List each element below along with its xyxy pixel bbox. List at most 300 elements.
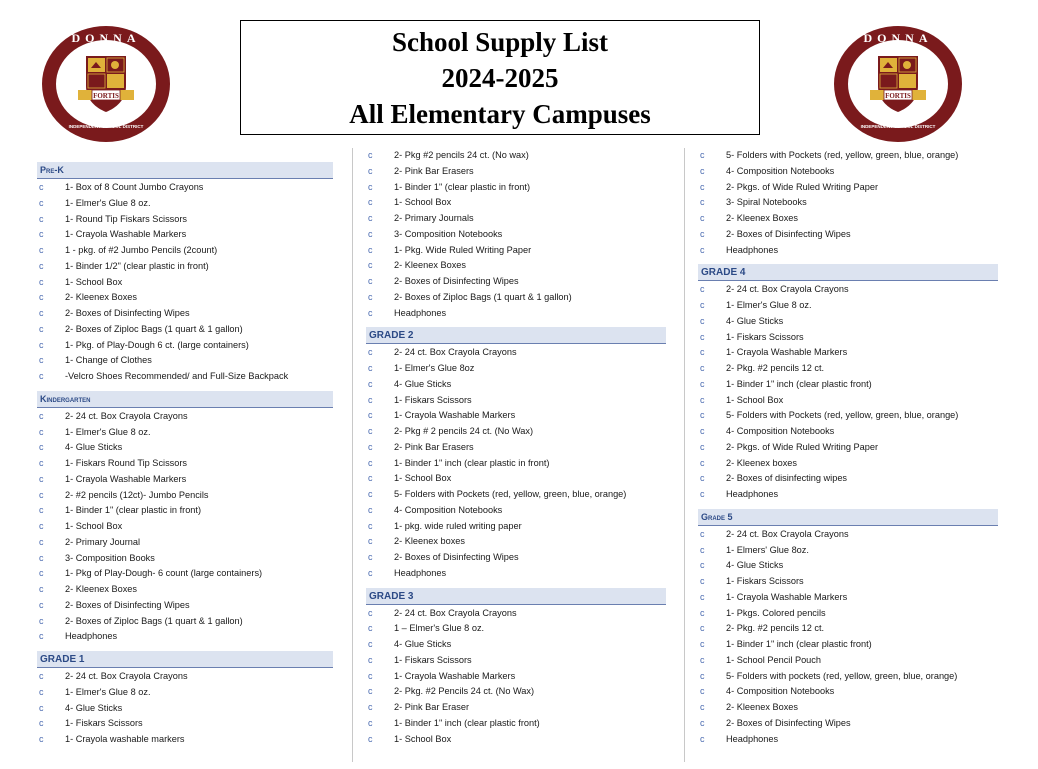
supply-item-text: Headphones bbox=[65, 631, 118, 642]
supply-item bbox=[366, 243, 666, 259]
bullet-icon: c bbox=[700, 489, 705, 499]
supply-item-text: 2- Pink Bar Eraser bbox=[394, 702, 470, 712]
donna-isd-logo-right bbox=[832, 24, 964, 144]
bullet-icon: c bbox=[700, 591, 705, 602]
supply-item bbox=[37, 732, 333, 748]
supply-item bbox=[698, 543, 998, 559]
supply-item-text: 2- Boxes of disinfecting wipes bbox=[726, 473, 848, 484]
supply-item-text: 5- Folders with Pockets (red, yellow, green, blue, orange) bbox=[394, 489, 627, 499]
supply-item bbox=[698, 393, 998, 409]
bullet-icon: c bbox=[368, 441, 373, 452]
bullet-icon: c bbox=[700, 717, 705, 728]
supply-item-text: 2- Pkg. #2 Pencils 24 ct. (No Wax) bbox=[394, 686, 535, 697]
supply-item-text: 1- Binder 1" inch (clear plastic front) bbox=[726, 639, 872, 649]
bullet-icon: c bbox=[39, 197, 44, 208]
supply-item-text: 1- Change of Clothes bbox=[65, 355, 152, 366]
supply-item bbox=[698, 243, 998, 259]
bullet-icon: c bbox=[700, 410, 705, 421]
supply-item-text: 2- 24 ct. Box Crayola Crayons bbox=[65, 671, 188, 681]
section-heading: GRADE 3 bbox=[366, 588, 666, 605]
supply-item bbox=[698, 330, 998, 346]
grade-section bbox=[366, 148, 666, 321]
supply-item bbox=[698, 590, 998, 606]
bullet-icon: c bbox=[700, 473, 705, 484]
supply-item-text: 3- Composition Books bbox=[65, 552, 155, 563]
grade-section bbox=[37, 391, 333, 645]
supply-list bbox=[37, 669, 333, 748]
supply-item-text: 1- Binder 1" (clear plastic in front) bbox=[394, 181, 531, 192]
supply-item-text: 2- Kleenex Boxes bbox=[65, 584, 138, 594]
bullet-icon: c bbox=[700, 363, 705, 373]
bullet-icon: c bbox=[700, 284, 705, 295]
supply-item-text: 1- School Box bbox=[65, 521, 123, 531]
bullet-icon: c bbox=[39, 323, 44, 334]
bullet-icon: c bbox=[368, 504, 373, 515]
supply-item bbox=[37, 685, 333, 701]
supply-item-text: 1- School Box bbox=[394, 733, 452, 744]
bullet-icon: c bbox=[700, 244, 705, 255]
supply-item-text: 2- Pkg #2 pencils 24 ct. (No wax) bbox=[394, 150, 529, 160]
supply-item bbox=[37, 212, 333, 228]
bullet-icon: c bbox=[700, 213, 705, 223]
bullet-icon: c bbox=[368, 244, 373, 255]
bullet-icon: c bbox=[368, 213, 373, 223]
supply-item-text: 1- School Box bbox=[65, 276, 123, 287]
bullet-icon: c bbox=[368, 670, 373, 681]
supply-item bbox=[366, 606, 666, 622]
bullet-icon: c bbox=[700, 639, 705, 649]
bullet-icon: c bbox=[368, 378, 373, 389]
section-heading: GRADE 1 bbox=[37, 651, 333, 668]
supply-item bbox=[366, 393, 666, 409]
supply-item bbox=[698, 408, 998, 424]
bullet-icon: c bbox=[39, 568, 44, 579]
section-heading: Kindergarten bbox=[37, 391, 333, 408]
supply-item-text: 1- Fiskars Scissors bbox=[394, 654, 472, 665]
supply-item-text: 2- Pkg. #2 pencils 12 ct. bbox=[726, 623, 825, 634]
supply-item bbox=[37, 582, 333, 598]
supply-item bbox=[698, 298, 998, 314]
title-line-2: 2024-2025 bbox=[441, 62, 559, 93]
bullet-icon: c bbox=[368, 426, 373, 436]
logo-top-text: DONNA bbox=[71, 31, 141, 45]
bullet-icon: c bbox=[700, 702, 705, 712]
supply-item bbox=[698, 471, 998, 487]
supply-item bbox=[37, 701, 333, 717]
supply-item bbox=[366, 732, 666, 748]
supply-item bbox=[37, 338, 333, 354]
supply-item bbox=[366, 180, 666, 196]
supply-item bbox=[37, 275, 333, 291]
supply-item bbox=[698, 314, 998, 330]
supply-item-text: 1- pkg. wide ruled writing paper bbox=[394, 520, 522, 531]
bullet-icon: c bbox=[39, 718, 44, 729]
supply-item bbox=[698, 164, 998, 180]
supply-item-text: 4- Glue Sticks bbox=[726, 315, 784, 326]
title-line-3: All Elementary Campuses bbox=[349, 98, 651, 129]
bullet-icon: c bbox=[39, 410, 44, 421]
supply-item bbox=[698, 527, 998, 543]
bullet-icon: c bbox=[368, 394, 373, 405]
supply-item bbox=[37, 566, 333, 582]
bullet-icon: c bbox=[39, 686, 44, 697]
supply-item bbox=[366, 290, 666, 306]
supply-item bbox=[37, 306, 333, 322]
supply-list bbox=[366, 345, 666, 581]
section-heading: GRADE 4 bbox=[698, 264, 998, 281]
bullet-icon: c bbox=[368, 363, 373, 373]
supply-item-text: 4- Glue Sticks bbox=[65, 442, 123, 453]
supply-item bbox=[366, 471, 666, 487]
logo-motto: FORTIS bbox=[93, 92, 119, 100]
grade-section bbox=[37, 162, 333, 385]
supply-item bbox=[366, 669, 666, 685]
bullet-icon: c bbox=[368, 410, 373, 421]
supply-item-text: 2- Boxes of Disinfecting Wipes bbox=[726, 228, 851, 239]
bullet-icon: c bbox=[39, 339, 44, 350]
bullet-icon: c bbox=[368, 228, 373, 239]
supply-item bbox=[37, 456, 333, 472]
bullet-icon: c bbox=[700, 165, 705, 176]
supply-item-text: Headphones bbox=[726, 489, 779, 499]
bullet-icon: c bbox=[700, 670, 705, 681]
supply-item bbox=[698, 227, 998, 243]
supply-item-text: Headphones bbox=[394, 567, 447, 578]
supply-item bbox=[698, 700, 998, 716]
bullet-icon: c bbox=[700, 315, 705, 326]
bullet-icon: c bbox=[39, 599, 44, 610]
bullet-icon: c bbox=[39, 631, 44, 642]
supply-item bbox=[37, 598, 333, 614]
supply-item-text: 2- 24 ct. Box Crayola Crayons bbox=[394, 347, 517, 358]
bullet-icon: c bbox=[39, 552, 44, 563]
supply-item bbox=[698, 669, 998, 685]
supply-item bbox=[698, 574, 998, 590]
supply-item bbox=[698, 345, 998, 361]
supply-item bbox=[37, 669, 333, 685]
supply-item-text: 1- School Box bbox=[726, 394, 784, 405]
supply-item bbox=[366, 566, 666, 582]
supply-item-text: 1- Box of 8 Count Jumbo Crayons bbox=[65, 182, 204, 192]
supply-item-text: 1- Elmers' Glue 8oz. bbox=[726, 544, 809, 555]
bullet-icon: c bbox=[700, 733, 705, 744]
supply-item bbox=[366, 653, 666, 669]
bullet-icon: c bbox=[368, 347, 373, 358]
bullet-icon: c bbox=[39, 308, 44, 318]
supply-item bbox=[37, 488, 333, 504]
supply-item-text: 2- #2 pencils (12ct)- Jumbo Pencils bbox=[65, 489, 209, 500]
supply-item bbox=[366, 503, 666, 519]
column-divider bbox=[352, 148, 353, 762]
bullet-icon: c bbox=[700, 560, 705, 571]
supply-item-text: 1- School Pencil Pouch bbox=[726, 654, 821, 665]
supply-item-text: 1- Crayola washable markers bbox=[65, 734, 185, 744]
bullet-icon: c bbox=[39, 442, 44, 453]
bullet-icon: c bbox=[368, 654, 373, 665]
logo-bottom-text: INDEPENDENT SCHOOL DISTRICT bbox=[860, 124, 936, 129]
supply-item-text: Headphones bbox=[394, 307, 447, 318]
supply-item-text: 1- Pkg of Play-Dough- 6 count (large containers) bbox=[65, 568, 263, 579]
supply-item bbox=[366, 424, 666, 440]
supply-item-text: 2- 24 ct. Box Crayola Crayons bbox=[394, 607, 517, 618]
bullet-icon: c bbox=[700, 654, 705, 665]
supply-item bbox=[37, 519, 333, 535]
supply-item bbox=[698, 211, 998, 227]
supply-item bbox=[366, 345, 666, 361]
supply-item bbox=[37, 243, 333, 259]
supply-item-text: 5- Folders with pockets (red, yellow, green, blue, orange) bbox=[726, 670, 958, 681]
bullet-icon: c bbox=[39, 521, 44, 531]
supply-item-text: 1 - pkg. of #2 Jumbo Pencils (2count) bbox=[65, 245, 218, 255]
supply-item-text: -Velcro Shoes Recommended/ and Full-Size Backpack bbox=[65, 371, 289, 381]
supply-item-text: 5- Folders with Pockets (red, yellow, green, blue, orange) bbox=[726, 410, 959, 421]
supply-item-text: 1- Crayola Washable Markers bbox=[726, 591, 848, 602]
supply-item-text: 2- Kleenex Boxes bbox=[65, 292, 138, 303]
supply-item-text: 1- Elmer's Glue 8 oz. bbox=[65, 686, 151, 697]
supply-item-text: 1- Pkgs. Colored pencils bbox=[726, 607, 826, 618]
supply-item bbox=[37, 535, 333, 551]
supply-item bbox=[366, 258, 666, 274]
supply-item-text: 1- School Box bbox=[394, 473, 452, 484]
supply-item-text: 2- 24 ct. Box Crayola Crayons bbox=[726, 284, 849, 295]
bullet-icon: c bbox=[368, 733, 373, 744]
supply-list bbox=[698, 282, 998, 503]
bullet-icon: c bbox=[368, 276, 373, 286]
supply-item bbox=[698, 487, 998, 503]
bullet-icon: c bbox=[368, 552, 373, 562]
supply-item bbox=[37, 503, 333, 519]
supply-item bbox=[698, 606, 998, 622]
supply-item-text: 1- Crayola Washable Markers bbox=[65, 473, 187, 484]
supply-item-text: 1 – Elmer's Glue 8 oz. bbox=[394, 623, 485, 634]
supply-item bbox=[366, 195, 666, 211]
supply-item bbox=[366, 456, 666, 472]
supply-item-text: 4- Glue Sticks bbox=[65, 702, 123, 713]
supply-item-text: 2- Kleenex boxes bbox=[394, 536, 465, 547]
bullet-icon: c bbox=[39, 260, 44, 271]
grade-section bbox=[698, 264, 998, 503]
bullet-icon: c bbox=[700, 150, 705, 160]
supply-item-text: 2- Pkgs. of Wide Ruled Writing Paper bbox=[726, 181, 878, 192]
supply-item-text: 4- Composition Notebooks bbox=[394, 504, 503, 515]
column-divider bbox=[684, 148, 685, 762]
bullet-icon: c bbox=[368, 623, 373, 634]
supply-item-text: 1- Binder 1/2" (clear plastic in front) bbox=[65, 260, 209, 271]
supply-item-text: 1- Fiskars Scissors bbox=[394, 394, 472, 405]
supply-item-text: 4- Composition Notebooks bbox=[726, 165, 835, 176]
supply-item-text: 1- Binder 1" (clear plastic in front) bbox=[65, 505, 202, 516]
section-heading: Grade 5 bbox=[698, 509, 998, 526]
supply-item bbox=[366, 637, 666, 653]
supply-item-text: 5- Folders with Pockets (red, yellow, green, blue, orange) bbox=[726, 150, 959, 160]
supply-item bbox=[366, 274, 666, 290]
bullet-icon: c bbox=[368, 702, 373, 712]
bullet-icon: c bbox=[368, 181, 373, 192]
supply-item bbox=[366, 534, 666, 550]
supply-item-text: 2- Pkgs. of Wide Ruled Writing Paper bbox=[726, 441, 878, 452]
supply-column-2 bbox=[366, 148, 666, 747]
supply-column-1 bbox=[37, 148, 333, 748]
logo-bottom-text: INDEPENDENT SCHOOL DISTRICT bbox=[68, 124, 144, 129]
supply-item-text: 2- Boxes of Ziploc Bags (1 quart & 1 gallon) bbox=[65, 615, 243, 626]
supply-item bbox=[698, 377, 998, 393]
supply-item bbox=[37, 440, 333, 456]
bullet-icon: c bbox=[39, 355, 44, 366]
supply-item-text: 3- Composition Notebooks bbox=[394, 228, 503, 239]
supply-item-text: 1- Elmer's Glue 8oz bbox=[394, 363, 475, 373]
supply-item-text: 3- Spiral Notebooks bbox=[726, 197, 807, 208]
supply-item-text: 1- Binder 1" inch (clear plastic front) bbox=[394, 717, 540, 728]
bullet-icon: c bbox=[700, 181, 705, 192]
supply-item bbox=[698, 148, 998, 164]
supply-item-text: 4- Glue Sticks bbox=[394, 639, 452, 649]
bullet-icon: c bbox=[700, 623, 705, 634]
supply-item-text: 4- Glue Sticks bbox=[726, 560, 784, 571]
supply-item bbox=[37, 180, 333, 196]
supply-item bbox=[37, 196, 333, 212]
supply-item-text: 2- Pkg. #2 pencils 12 ct. bbox=[726, 363, 825, 373]
supply-item-text: 1- Fiskars Scissors bbox=[65, 718, 143, 729]
grade-section bbox=[698, 509, 998, 748]
bullet-icon: c bbox=[368, 536, 373, 547]
supply-item-text: 2- Primary Journal bbox=[65, 536, 141, 547]
supply-item bbox=[698, 732, 998, 748]
grade-section bbox=[698, 148, 998, 258]
bullet-icon: c bbox=[368, 457, 373, 468]
bullet-icon: c bbox=[700, 457, 705, 468]
supply-item-text: 1- Fiskars Scissors bbox=[726, 331, 804, 342]
supply-item-text: 4- Composition Notebooks bbox=[726, 686, 835, 697]
grade-section bbox=[366, 327, 666, 581]
bullet-icon: c bbox=[39, 458, 44, 468]
supply-item-text: 2- Pink Bar Erasers bbox=[394, 165, 474, 176]
bullet-icon: c bbox=[39, 702, 44, 713]
bullet-icon: c bbox=[39, 671, 44, 681]
supply-item bbox=[366, 716, 666, 732]
supply-item bbox=[366, 211, 666, 227]
supply-item-text: Headphones bbox=[726, 244, 779, 255]
supply-item-text: Headphones bbox=[726, 733, 779, 744]
supply-item bbox=[698, 282, 998, 298]
supply-item-text: 2- 24 ct. Box Crayola Crayons bbox=[65, 410, 188, 421]
bullet-icon: c bbox=[700, 426, 705, 436]
supply-item-text: 1- Binder 1" inch (clear plastic front) bbox=[726, 378, 872, 389]
donna-isd-logo-left bbox=[40, 24, 172, 144]
bullet-icon: c bbox=[368, 717, 373, 728]
supply-item bbox=[366, 306, 666, 322]
supply-item bbox=[698, 653, 998, 669]
supply-item bbox=[366, 487, 666, 503]
supply-item-text: 1- Fiskars Round Tip Scissors bbox=[65, 458, 188, 468]
supply-item bbox=[698, 637, 998, 653]
title-line-1: School Supply List bbox=[391, 26, 609, 57]
bullet-icon: c bbox=[39, 536, 44, 547]
supply-item-text: 1- Binder 1" inch (clear plastic in front) bbox=[394, 457, 550, 468]
bullet-icon: c bbox=[368, 307, 373, 318]
supply-item-text: 2- Kleenex Boxes bbox=[394, 260, 467, 271]
bullet-icon: c bbox=[700, 300, 705, 310]
supply-list bbox=[698, 148, 998, 258]
supply-item bbox=[37, 551, 333, 567]
bullet-icon: c bbox=[700, 576, 705, 586]
supply-item bbox=[37, 353, 333, 369]
supply-item bbox=[698, 684, 998, 700]
supply-item-text: 2- Boxes of Ziploc Bags (1 quart & 1 gallon) bbox=[394, 291, 572, 302]
bullet-icon: c bbox=[39, 505, 44, 516]
supply-item bbox=[366, 621, 666, 637]
bullet-icon: c bbox=[700, 607, 705, 618]
bullet-icon: c bbox=[700, 331, 705, 342]
bullet-icon: c bbox=[39, 473, 44, 484]
supply-item-text: 2- Boxes of Disinfecting Wipes bbox=[394, 276, 519, 286]
supply-item-text: 2- Boxes of Disinfecting Wipes bbox=[394, 552, 519, 562]
bullet-icon: c bbox=[700, 378, 705, 389]
bullet-icon: c bbox=[39, 245, 44, 255]
bullet-icon: c bbox=[39, 426, 44, 437]
supply-item-text: 2- Kleenex Boxes bbox=[726, 213, 799, 223]
supply-item-text: 2- Boxes of Ziploc Bags (1 quart & 1 gallon) bbox=[65, 323, 243, 334]
bullet-icon: c bbox=[39, 584, 44, 594]
supply-item-text: 4- Glue Sticks bbox=[394, 378, 452, 389]
supply-item-text: 1- Pkg. of Play-Dough 6 ct. (large containers) bbox=[65, 339, 249, 350]
supply-item bbox=[366, 148, 666, 164]
supply-item bbox=[37, 716, 333, 732]
bullet-icon: c bbox=[368, 607, 373, 618]
supply-item bbox=[37, 369, 333, 385]
bullet-icon: c bbox=[700, 544, 705, 555]
bullet-icon: c bbox=[368, 165, 373, 176]
bullet-icon: c bbox=[700, 228, 705, 239]
supply-item bbox=[698, 456, 998, 472]
section-heading: GRADE 2 bbox=[366, 327, 666, 344]
supply-item bbox=[37, 472, 333, 488]
supply-item-text: 1- Round Tip Fiskars Scissors bbox=[65, 213, 188, 224]
bullet-icon: c bbox=[368, 291, 373, 302]
supply-item bbox=[366, 377, 666, 393]
bullet-icon: c bbox=[39, 371, 44, 381]
bullet-icon: c bbox=[368, 473, 373, 484]
bullet-icon: c bbox=[368, 260, 373, 271]
supply-item-text: 1- Crayola Washable Markers bbox=[394, 670, 516, 681]
supply-item-text: 2- Primary Journals bbox=[394, 213, 474, 223]
bullet-icon: c bbox=[368, 567, 373, 578]
supply-item bbox=[698, 621, 998, 637]
supply-item bbox=[37, 409, 333, 425]
supply-item-text: 2- Boxes of Disinfecting Wipes bbox=[65, 308, 190, 318]
bullet-icon: c bbox=[368, 489, 373, 499]
supply-item-text: 2- Pkg # 2 pencils 24 ct. (No Wax) bbox=[394, 426, 534, 436]
supply-item-text: 1- Elmer's Glue 8 oz. bbox=[65, 197, 151, 208]
bullet-icon: c bbox=[39, 182, 44, 192]
supply-item-text: 2- 24 ct. Box Crayola Crayons bbox=[726, 528, 849, 539]
supply-item bbox=[366, 700, 666, 716]
bullet-icon: c bbox=[700, 197, 705, 208]
supply-item bbox=[366, 361, 666, 377]
supply-item bbox=[698, 424, 998, 440]
bullet-icon: c bbox=[39, 213, 44, 224]
bullet-icon: c bbox=[368, 197, 373, 208]
supply-item bbox=[366, 440, 666, 456]
grade-section bbox=[366, 588, 666, 748]
supply-item bbox=[366, 227, 666, 243]
supply-item-text: 1- School Box bbox=[394, 197, 452, 208]
bullet-icon: c bbox=[700, 394, 705, 405]
supply-item bbox=[37, 259, 333, 275]
supply-list bbox=[698, 527, 998, 748]
supply-item bbox=[698, 180, 998, 196]
supply-item-text: 2- Boxes of Disinfecting Wipes bbox=[65, 599, 190, 610]
supply-item bbox=[366, 519, 666, 535]
